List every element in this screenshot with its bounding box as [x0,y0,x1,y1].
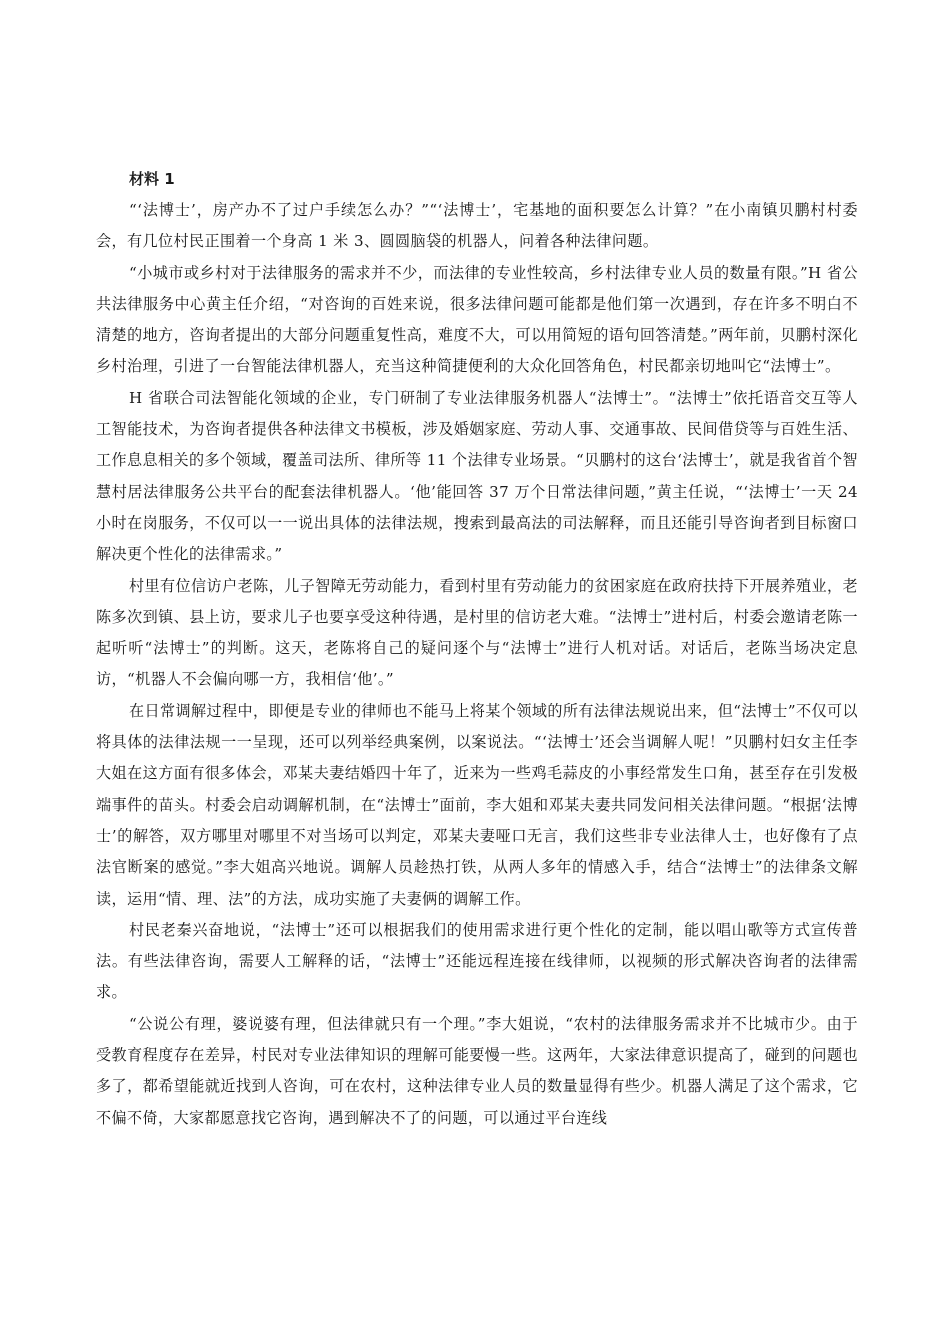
paragraph-7: “公说公有理，婆说婆有理，但法律就只有一个理。”李大姐说，“农村的法律服务需求并不比城市少。由于受教育程度存在差异，村民对专业法律知识的理解可能要慢一些。这两年，大家法律意识提高了，碰到的问题也多了，都希望能就近找到人咨询，可在农村，这种法律专业人员的数量显得有些少。机器人满足了这个需求，它不偏不倚，大家都愿意找它咨询，遇到解决不了的问题，可以通过平台连线 [96,1014,858,1127]
material-heading: 材料 1 [129,170,175,188]
paragraph-1: “‘法博士’，房产办不了过户手续怎么办？”“‘法博士’，宅基地的面积要怎么计算？”在小南镇贝鹏村村委会，有几位村民正围着一个身高 1 米 3、圆圆脑袋的机器人，问着各种法律问题。 [96,201,858,251]
paragraph-6: 村民老秦兴奋地说，“法博士”还可以根据我们的使用需求进行更个性化的定制，能以唱山歌等方式宣传普法。有些法律咨询，需要人工解释的话，“法博士”还能远程连接在线律师，以视频的形式解决咨询者的法律需求。 [96,920,858,1002]
document-page [96,165,858,1134]
paragraph-4: 村里有位信访户老陈，儿子智障无劳动能力，看到村里有劳动能力的贫困家庭在政府扶持下开展养殖业，老陈多次到镇、县上访，要求儿子也要享受这种待遇，是村里的信访老大难。“法博士”进村后，村委会邀请老陈一起听听“法博士”的判断。这天，老陈将自己的疑问逐个与“法博士”进行人机对话。对话后，老陈当场决定息访，“机器人不会偏向哪一方，我相信‘他’。” [96,576,858,689]
paragraph-3: H 省联合司法智能化领域的企业，专门研制了专业法律服务机器人“法博士”。“法博士”依托语音交互等人工智能技术，为咨询者提供各种法律文书模板，涉及婚姻家庭、劳动人事、交通事故、民间借贷等与百姓生活、工作息息相关的多个领域，覆盖司法所、律所等 11 个法律专业场景。“贝鹏村的这台‘法博士’，就是我省首个智慧村居法律服务公共平台的配套法律机器人。‘他’能回答 37 万个日常法律问题，”黄主任说，“‘法博士’一天 24 小时在岗服务，不仅可以一一说出具体的法律法规，搜索到最高法的司法解释，而且还能引导咨询者到目标窗口解决更个性化的法律需求。” [96,388,858,564]
paragraph-5: 在日常调解过程中，即便是专业的律师也不能马上将某个领域的所有法律法规说出来，但“法博士”不仅可以将具体的法律法规一一呈现，还可以列举经典案例，以案说法。“‘法博士’还会当调解人呢！”贝鹏村妇女主任李大姐在这方面有很多体会，邓某夫妻结婚四十年了，近来为一些鸡毛蒜皮的小事经常发生口角，甚至存在引发极端事件的苗头。村委会启动调解机制，在“法博士”面前，李大姐和邓某夫妻共同发问相关法律问题。“根据‘法博士’的解答，双方哪里对哪里不对当场可以判定，邓某夫妻哑口无言，我们这些非专业法律人士，也好像有了点法官断案的感觉。”李大姐高兴地说。调解人员趁热打铁，从两人多年的情感入手，结合“法博士”的法律条文解读，运用“情、理、法”的方法，成功实施了夫妻俩的调解工作。 [96,701,858,908]
paragraph-2: “小城市或乡村对于法律服务的需求并不少，而法律的专业性较高，乡村法律专业人员的数量有限。”H 省公共法律服务中心黄主任介绍，“对咨询的百姓来说，很多法律问题可能都是他们第一次遇到，存在许多不明白不清楚的地方，咨询者提出的大部分问题重复性高，难度不大，可以用简短的语句回答清楚。”两年前，贝鹏村深化乡村治理，引进了一台智能法律机器人，充当这种简捷便利的大众化回答角色，村民都亲切地叫它“法博士”。 [96,263,858,376]
